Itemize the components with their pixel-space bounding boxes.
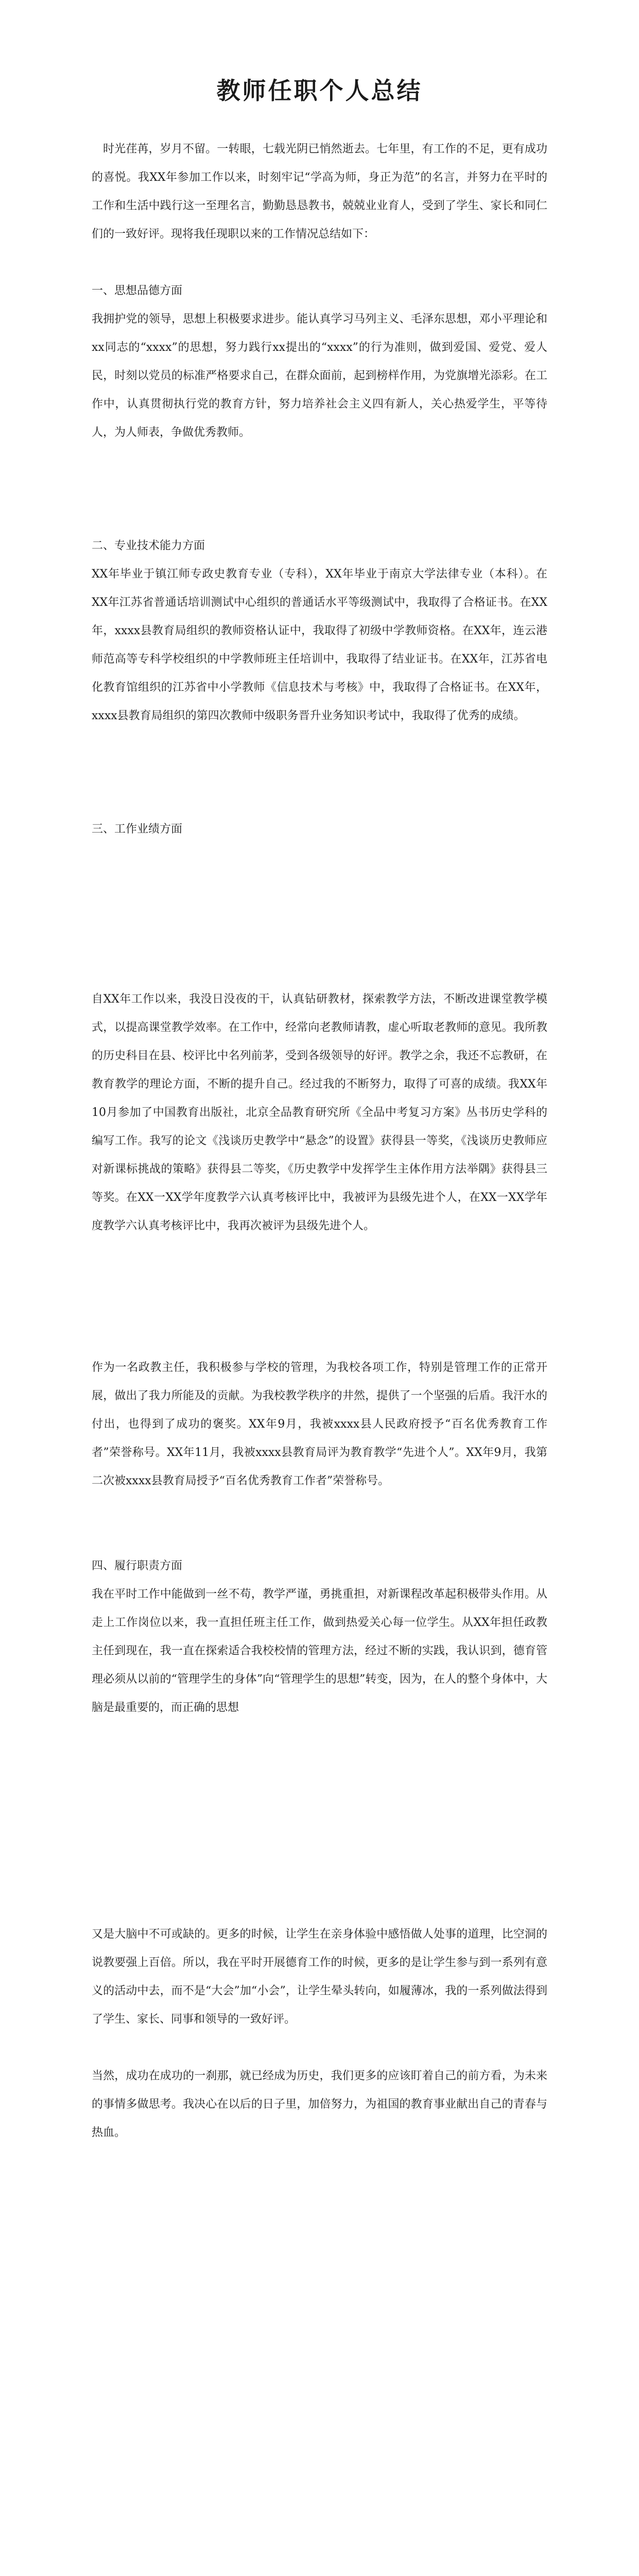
page-title: 教师任职个人总结 (216, 77, 423, 105)
section-heading-achievements: 三、工作业绩方面 (92, 823, 183, 836)
section-heading-professional: 二、专业技术能力方面 (92, 539, 205, 552)
closing-paragraph: 当然，成功在成功的一刹那，就已经成为历史，我们更多的应该盯着自己的前方看，为未来的事情多做思考。我决心在以后的日子里，加倍努力，为祖国的教育事业献出自己的青春与热血。 (92, 2070, 547, 2139)
achievements-paragraph-2: 作为一名政教主任，我积极参与学校的管理，为我校各项工作，特别是管理工作的正常开展，做出了我力所能及的贡献。为我校教学秩序的井然，提供了一个坚强的后盾。我汗水的付出，也得到了成功的褒奖。XX年9月，我被xxxx县人民政府授予“百名优秀教育工作者”荣誉称号。XX年11月，我被xxxx县教育局评为教育教学“先进个人”。XX年9月，我第二次被xxxx县教育局授予“百名优秀教育工作者”荣誉称号。 (92, 1361, 547, 1487)
section-heading-morality: 一、思想品德方面 (92, 284, 183, 297)
duties-paragraph-2: 又是大脑中不可或缺的。更多的时候，让学生在亲身体验中感悟做人处事的道理，比空洞的说教要强上百倍。所以，我在平时开展德育工作的时候，更多的是让学生参与到一系列有意义的活动中去，而不是“大会”加“小会”，让学生晕头转向，如履薄冰，我的一系列做法得到了学生、家长、同事和领导的一致好评。 (92, 1928, 547, 2026)
section-heading-duties: 四、履行职责方面 (92, 1560, 183, 1572)
achievements-paragraph-1: 自XX年工作以来，我没日没夜的干，认真钻研教材，探索教学方法，不断改进课堂教学模式，以提高课堂教学效率。在工作中，经常向老教师请教，虚心听取老教师的意见。我所教的历史科目在县、校评比中名列前茅，受到各级领导的好评。教学之余，我还不忘教研，在教育教学的理论方面，不断的提升自己。经过我的不断努力，取得了可喜的成绩。我XX年10月参加了中国教育出版社，北京全品教育研究所《全品中考复习方案》丛书历史学科的编写工作。我写的论文《浅谈历史教学中“悬念”的设置》获得县一等奖，《浅谈历史教师应对新课标挑战的策略》获得县二等奖，《历史教学中发挥学生主体作用方法举隅》获得县三等奖。在XX一XX学年度教学六认真考核评比中，我被评为县级先进个人，在XX一XX学年度教学六认真考核评比中，我再次被评为县级先进个人。 (92, 993, 547, 1232)
intro-paragraph: 时光荏苒，岁月不留。一转眼，七载光阴已悄然逝去。七年里，有工作的不足，更有成功的喜悦。我XX年参加工作以来，时刻牢记“学高为师，身正为范”的名言，并努力在平时的工作和生活中践行这一至理名言，勤勤恳恳教书，兢兢业业育人，受到了学生、家长和同仁们的一致好评。现将我任现职以来的工作情况总结如下： (92, 143, 547, 241)
professional-paragraph: XX年毕业于镇江师专政史教育专业（专科），XX年毕业于南京大学法律专业（本科）。在XX年江苏省普通话培训测试中心组织的普通话水平等级测试中，我取得了合格证书。在XX年，xxxx县教育局组织的教师资格认证中，我取得了初级中学教师资格。在XX年，连云港师范高等专科学校组织的中学教师班主任培训中，我取得了结业证书。在XX年，江苏省电化教育馆组织的江苏省中小学教师《信息技术与考核》中，我取得了合格证书。在XX年，xxxx县教育局组织的第四次教师中级职务晋升业务知识考试中，我取得了优秀的成绩。 (92, 568, 547, 722)
morality-paragraph: 我拥护党的领导，思想上积极要求进步。能认真学习马列主义、毛泽东思想，邓小平理论和xx同志的“xxxx”的思想，努力践行xx提出的“xxxx”的行为准则，做到爱国、爱党、爱人民，时刻以党员的标准严格要求自己，在群众面前，起到榜样作用，为党旗增光添彩。在工作中，认真贯彻执行党的教育方针，努力培养社会主义四有新人，关心热爱学生，平等待人，为人师表，争做优秀教师。 (92, 313, 547, 439)
duties-paragraph-1: 我在平时工作中能做到一丝不苟，教学严谨，勇挑重担，对新课程改革起积极带头作用。从走上工作岗位以来，我一直担任班主任工作，做到热爱关心每一位学生。从XX年担任政教主任到现在，我一直在探索适合我校校情的管理方法，经过不断的实践，我认识到，德育管理必须从以前的“管理学生的身体”向“管理学生的思想”转变，因为，在人的整个身体中，大脑是最重要的，而正确的思想 (92, 1588, 547, 1714)
